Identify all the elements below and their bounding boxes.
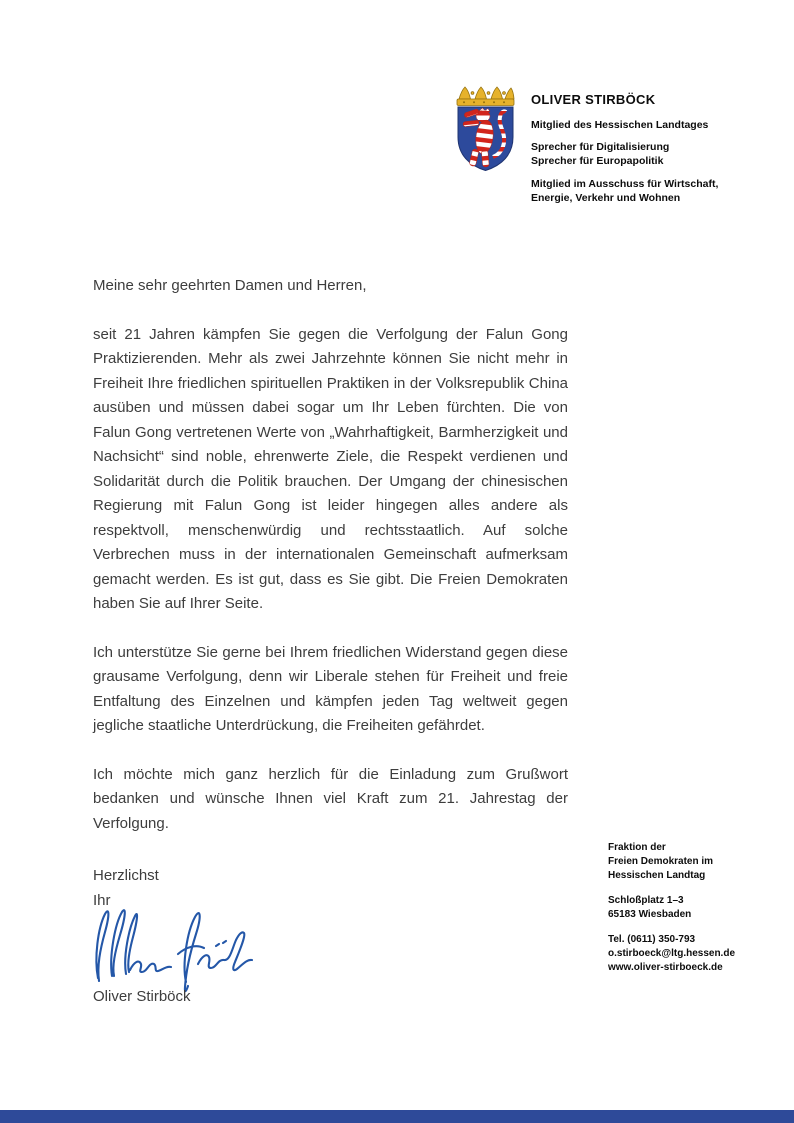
committee-line-1: Mitglied im Ausschuss für Wirtschaft, xyxy=(531,178,719,190)
signature-image xyxy=(86,902,256,994)
committee-line-2: Energie, Verkehr und Wohnen xyxy=(531,191,681,204)
faction-address xyxy=(608,841,768,883)
paragraph-1: seit 21 Jahren kämpfen Sie gegen die Verfolgung der Falun Gong Praktizierenden. Mehr als zwei Jahrzehnte können Sie nicht mehr in Freiheit Ihre friedlichen spirituellen Praktiken in der Volksrepublik China ausüben und müssen dabei sogar um Ihr Leben fürchten. Die von Falun Gong vertretenen Werte von „Wahrhaftigkeit, Barmherzigkeit und Nachsicht“ sind noble, ehrenwerte Ziele, die Respekt verdienen und Solidarität durch die Politik brauchen. Der Umgang der chinesischen Regierung mit Falun Gong ist leider hingegen alles andere als respektvoll, menschenwürdig und rechtsstaatlich. Auf solche Verbrechen muss in der internationalen Gemeinschaft aufmerksam gemacht werden. Es ist gut, dass es Sie gibt. Die Freien Demokraten haben Sie auf Ihrer Seite. xyxy=(93,325,568,612)
letter-body xyxy=(93,274,568,860)
header-titles xyxy=(531,92,741,215)
committee-membership xyxy=(531,178,741,205)
street-address xyxy=(608,894,768,922)
closing-line-2: Ihr xyxy=(93,891,111,909)
website-url: www.oliver-stirboeck.de xyxy=(608,962,723,973)
mdl-name: OLIVER STIRBÖCK xyxy=(531,92,656,107)
faction-line-3: Hessischen Landtag xyxy=(608,870,706,881)
hessen-coat-of-arms-icon xyxy=(449,84,522,174)
faction-line-2: Freien Demokraten im xyxy=(608,856,714,867)
paragraph-3: Ich möchte mich ganz herzlich für die Einladung zum Grußwort bedanken und wünsche Ihnen viel Kraft zum 21. Jahrestag der Verfolgung. xyxy=(93,765,568,832)
footer-contact-block xyxy=(608,841,768,986)
street-line: Schloßplatz 1–3 xyxy=(608,895,684,906)
bottom-accent-bar xyxy=(0,1110,794,1123)
email-address: o.stirboeck@ltg.hessen.de xyxy=(608,948,736,959)
spokesperson-roles xyxy=(531,141,741,168)
signed-name: Oliver Stirböck xyxy=(93,988,191,1005)
salutation: Meine sehr geehrten Damen und Herren, xyxy=(93,277,367,294)
mdl-role: Mitglied des Hessischen Landtages xyxy=(531,119,709,131)
paragraph-2: Ich unterstütze Sie gerne bei Ihrem friedlichen Widerstand gegen diese grausame Verfolgung, denn wir Liberale stehen für Freiheit und freie Entfaltung des Einzelnen und kämpfen jeden Tag weltweit gegen jegliche staatliche Unterdrückung, die Freiheiten gefährdet. xyxy=(93,643,568,734)
contact-details xyxy=(608,933,768,975)
faction-line-1: Fraktion der xyxy=(608,842,666,853)
phone-number: Tel. (0611) 350-793 xyxy=(608,934,696,945)
role-digitalisierung: Sprecher für Digitalisierung xyxy=(531,141,670,153)
closing-line-1: Herzlichst xyxy=(93,867,159,884)
city-line: 65183 Wiesbaden xyxy=(608,909,692,920)
role-europapolitik: Sprecher für Europapolitik xyxy=(531,154,664,167)
